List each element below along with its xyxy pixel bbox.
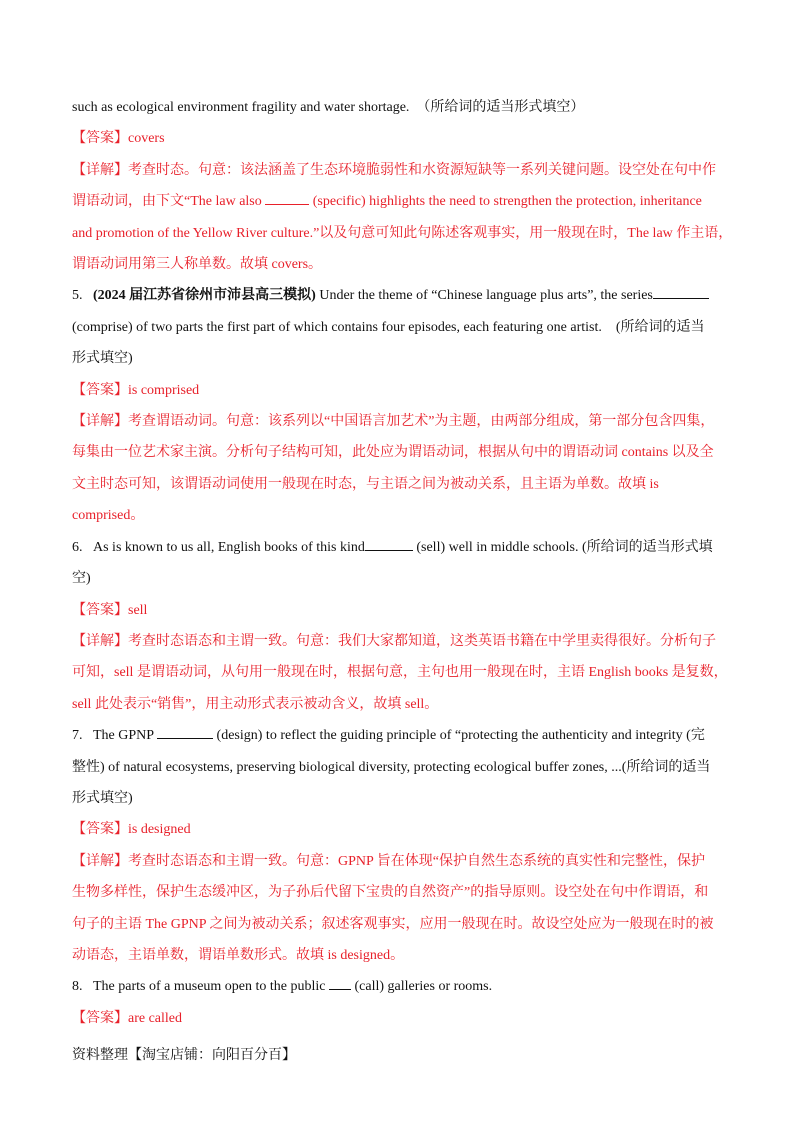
- detail-text: 考查时态语态和主谓一致。句意：GPNP 旨在体现“保护自然生态系统的真实性和完整性，保护: [128, 853, 705, 869]
- q5-answer: [72, 375, 732, 406]
- q8-answer: [72, 1003, 732, 1034]
- q5-detail-line-1: [72, 406, 732, 437]
- question-number: 6.: [72, 539, 83, 555]
- detail-tag: 【详解】: [72, 853, 128, 869]
- stem-text: (sell) well in middle schools. (所给词的适当形式填: [412, 539, 713, 555]
- q6-stem-line-1: [72, 532, 732, 563]
- detail-text: 考查时态语态和主谓一致。句意：我们大家都知道，这类英语书籍在中学里卖得很好。分析句子: [128, 633, 716, 649]
- stem-text: The GPNP: [93, 728, 158, 744]
- q6-detail-line-3: sell 此处表示“销售”，用主动形式表示被动含义，故填 sell。: [72, 696, 439, 712]
- stem-text: Under the theme of “Chinese language plus arts”, the series: [319, 288, 653, 304]
- q6-detail-line-2: 可知，sell 是谓语动词，从句用一般现在时，根据句意，主句也用一般现在时，主语 English books 是复数，: [72, 665, 728, 681]
- q5-stem-line-1: [72, 280, 732, 311]
- detail-tag: 【详解】: [72, 162, 128, 178]
- q7-detail-line-4: 动语态，主语单数，谓语单数形式。故填 is designed。: [72, 947, 405, 963]
- q5-stem-line-3: 形式填空): [72, 351, 133, 367]
- q4-stem-continuation: such as ecological environment fragility and water shortage. （所给词的适当形式填空）: [72, 100, 585, 115]
- q7-detail-line-3: 句子的主语 The GPNP 之间为被动关系；叙述客观事实，应用一般现在时。故设空处应为一般现在时的被: [72, 916, 714, 932]
- q5-detail-line-2: 每集由一位艺术家主演。分析句子结构可知，此处应为谓语动词，根据从句中的谓语动词 contains 以及全: [72, 445, 714, 461]
- answer-tag: 【答案】: [72, 382, 128, 398]
- q8-stem-line-1: [72, 971, 732, 1002]
- q7-answer: [72, 814, 732, 845]
- question-number: 5.: [72, 288, 83, 304]
- answer-tag: 【答案】: [72, 131, 128, 147]
- answer-text: is comprised: [128, 382, 200, 398]
- detail-text: 考查时态。句意：该法涵盖了生态环境脆弱性和水资源短缺等一系列关键问题。设空处在句中作: [128, 162, 716, 178]
- q4-answer: [72, 123, 732, 154]
- answer-text: covers: [128, 131, 165, 147]
- answer-text: is designed: [128, 822, 191, 838]
- q6-stem-line-2: 空): [72, 571, 91, 587]
- q7-stem-line-2: 整性) of natural ecosystems, preserving biological diversity, protecting ecological buffer zones, ...(所给词的适当: [72, 759, 711, 775]
- question-source: (2024 届江苏省徐州市沛县高三模拟): [93, 288, 316, 304]
- q7-detail-line-2: 生物多样性，保护生态缓冲区，为子孙后代留下宝贵的自然资产”的指导原则。设空处在句中作谓语，和: [72, 885, 709, 901]
- fill-blank: [329, 977, 351, 990]
- stem-text: As is known to us all, English books of this kind: [93, 539, 365, 555]
- q7-stem-line-3: 形式填空): [72, 790, 133, 806]
- detail-tag: 【详解】: [72, 633, 128, 649]
- document-page: [72, 92, 732, 1034]
- page-footer: 资料整理【淘宝店铺：向阳百分百】: [72, 1048, 296, 1063]
- fill-blank: [653, 286, 709, 299]
- q6-answer: [72, 595, 732, 626]
- answer-tag: 【答案】: [72, 822, 128, 838]
- detail-tag: 【详解】: [72, 414, 128, 430]
- q5-detail-line-3: 文主时态可知，该谓语动词使用一般现在时态，与主语之间为被动关系，且主语为单数。故填 is: [72, 476, 659, 492]
- answer-tag: 【答案】: [72, 1010, 128, 1026]
- answer-text: are called: [128, 1010, 183, 1026]
- q5-stem-line-2: (comprise) of two parts the first part of which contains four episodes, each featuring one artist. (所给词的适当: [72, 319, 705, 335]
- fill-blank: [265, 192, 309, 205]
- stem-text: The parts of a museum open to the public: [93, 979, 329, 995]
- q4-detail-line-1: [72, 155, 732, 186]
- q7-detail-line-1: [72, 846, 732, 877]
- answer-tag: 【答案】: [72, 602, 128, 618]
- detail-text: 谓语动词，由下文“The law also: [72, 194, 266, 210]
- q4-detail-line-4: 谓语动词用第三人称单数。故填 covers。: [72, 257, 323, 273]
- detail-text: 考查谓语动词。句意：该系列以“中国语言加艺术”为主题，由两部分组成，第一部分包含四集，: [128, 414, 715, 430]
- detail-text: (specific) highlights the need to strengthen the protection, inheritance: [309, 194, 702, 210]
- stem-text: (call) galleries or rooms.: [351, 979, 493, 995]
- q4-detail-line-2: [72, 186, 732, 217]
- question-number: 7.: [72, 728, 83, 744]
- fill-blank: [365, 538, 413, 551]
- q5-detail-line-4: comprised。: [72, 508, 145, 524]
- q6-detail-line-1: [72, 626, 732, 657]
- q4-detail-line-3: and promotion of the Yellow River culture.”以及句意可知此句陈述客观事实，用一般现在时，The law 作主语，: [72, 225, 733, 241]
- stem-text: (design) to reflect the guiding principle of “protecting the authenticity and integrity (完: [213, 728, 705, 744]
- q7-stem-line-1: [72, 720, 732, 751]
- answer-text: sell: [128, 602, 148, 618]
- fill-blank: [157, 726, 213, 739]
- question-number: 8.: [72, 979, 83, 995]
